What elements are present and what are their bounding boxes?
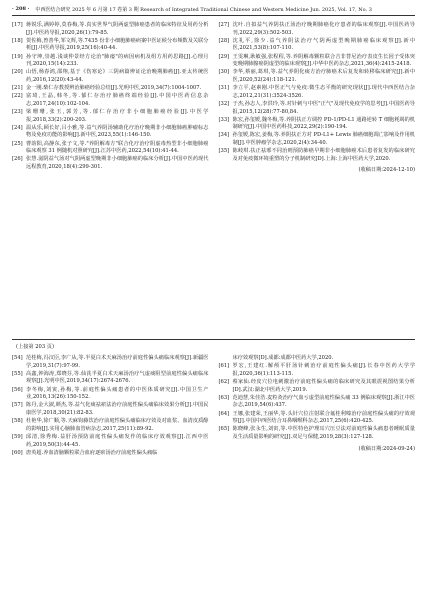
reference-text: 沈叶.自拟益气养阴扶正汤治疗晚期肺癌化疗患者的临床观察[J].中国医药导刊,2022,29(3):502-503. [232, 22, 415, 36]
reference-entry [12, 156, 209, 171]
reference-text: 王娜,张建荣,王丽华,等.头针穴位注射联合氟桂利嗪治疗前庭性偏头痛的疗效观察[J].中国中西医结合耳鼻咽喉科杂志,2017,25(6):420-425. [232, 410, 415, 425]
reference-text: 李立平,赵素刚.中医正气与免疫:微生态平衡的研究现状[J].现代中西医结合杂志,2012,21(31):3524-3526. [232, 85, 415, 99]
reference-entry [219, 38, 416, 53]
page-header [12, 4, 415, 14]
reference-entry [219, 148, 416, 163]
reference-entry [12, 141, 209, 156]
reference-text: 罗宏,王建红.解颅平肝汤针刺治疗前庭性偏头痛[J].长春中医药大学学报,2020,36(1):113-115. [232, 363, 415, 377]
reference-entry [12, 450, 209, 458]
top-references-section [12, 22, 415, 173]
reference-text: 孙守坤,崇越.浅谈仲景经方论治"肺痿"的病因病机及组方用药思路[J].心理月刊,2020,15(14):233. [26, 53, 209, 68]
reference-entry [12, 38, 209, 53]
reference-number: [28] [218, 37, 230, 44]
header-rule [12, 15, 415, 16]
reference-number: [20] [12, 69, 23, 76]
reference-entry [12, 125, 209, 140]
reference-number [219, 355, 233, 363]
reference-text: 蔡家仙.经皮穴位电刺激治疗前庭性偏头痛的临床研究及其眼震视图结果分析[D].武汉:湖北中医药大学,2019. [232, 378, 415, 393]
bottom-left-column [12, 355, 209, 458]
top-left-column [12, 22, 209, 173]
reference-entry [219, 395, 416, 410]
reference-number: [31] [218, 85, 230, 92]
reference-number: [59] [12, 433, 23, 440]
reference-text: 沈礼平,徐少.益气养阴法治疗气阴两虚型晚期肺癌临床观察[J].新中医,2021,53(8):107-110. [232, 37, 415, 52]
reference-text: 李华,蔡丽,葛琪,等.益气养阴化痰方治疗肺癌术后复发和转移临床研究[J].新中医,2020,52(24):118-121. [232, 69, 415, 83]
reference-entry [219, 54, 416, 69]
reference-number: [63] [218, 394, 230, 401]
reference-text: 富琦,王晶,韩冬,等.郁仁存治疗肺癌终端经验[J].中国中医药信息杂志,2017,24(10):102-104. [26, 93, 209, 107]
top-left-refs [12, 22, 209, 172]
reference-text: 曹韵阳,高静东,张子文,等."养阴解毒方"联合化疗治疗阴虚毒热型非小细胞肺癌临床观察 31 例随机对照研究[J].江苏中医药,2022,54(10):41-44. [26, 140, 209, 155]
reference-text: 邱清,徐秀梅.益肝汤预防前庭性偏头痛发作的临床疗效观察[J].江西中医药,2019,50(3):44-45. [26, 433, 209, 448]
reference-text: 李冬梅,刘寅,孙梅,等.前庭性偏头痛患者的中医体质研究[J].中国卫生产业,2016,13(26):150-152. [26, 386, 209, 401]
reference-number: [33] [218, 116, 230, 123]
reference-entry [219, 379, 416, 394]
reference-number: [55] [12, 370, 23, 377]
reference-number: [30] [218, 69, 230, 76]
bottom-right-column [219, 355, 416, 458]
reference-entry [219, 411, 416, 426]
reference-number: [58] [12, 418, 23, 425]
reference-text: 蒋锐乐,满婷婷,莫春梅,等.真实世界气阴两虚型肺癌患者的临床特征及用药分析[J].中医药导报,2020,26(1):79-85. [26, 22, 209, 36]
reference-entry [219, 426, 416, 441]
reference-entry [12, 85, 209, 93]
reference-text: 床疗效观察[D].成都:成都中医药大学,2020. [232, 355, 334, 361]
reference-number: [34] [218, 132, 230, 139]
bottom-right-refs [219, 355, 416, 442]
reference-number: [19] [12, 53, 23, 60]
reference-text: 高鑫,钟海涛,郑晓芬,等.仙芪半夏白术天麻汤治疗气虚痰阻型前庭性偏头痛临床观察[J].光明中医,2019,34(17):2674-2676. [26, 370, 209, 385]
reference-number: [21] [12, 85, 23, 92]
reference-text: 陈丹,金大淑,颜杰,等.益气化痰祛瘀法治疗前庭性偏头痛临床效果分析[J].中国民康医学,2018,30(21):82-83. [26, 402, 209, 416]
reference-text: 陈岐琪.扶正祛邪不同治则预防肺癌早期非小细胞肺癌术后患者复发的临床研究及对免疫微环境重塑的分子机制研究[D].上海:上海中医药大学,2020. [232, 148, 415, 162]
reference-entry [219, 355, 416, 363]
reference-number: [65] [218, 426, 230, 433]
section-divider [12, 339, 415, 340]
reference-number: [24] [12, 124, 23, 131]
page-number: · 208 · [12, 6, 30, 12]
reference-text: 孙玺媛,陈宏,姜梅,等.养阴扶正方对 PD-L1+ Lewis 肺癌细胞凋亡影响及作用机制[J].中医肿瘤学杂志,2020,2(4):34-40. [232, 132, 415, 147]
received-date: (收稿日期:2024-12-10) [358, 167, 415, 174]
reference-entry [12, 54, 209, 69]
reference-entry [219, 22, 416, 37]
reference-number: [22] [12, 93, 23, 100]
reference-text: 杜艳华,徐广顺,等.天麻钩藤饮治疗前庭性偏头痛临床疗效及对血浆、血清皮质醇的影响[J].实用心脑肺血管病杂志,2017,25(11):89-92. [26, 418, 209, 432]
reference-text: 于杰,孙志人,李洪玲,等.对针刺与中医"正气"及现代免疫学的思考[J].中国医药导报,2015,12(28):77-80,84. [232, 100, 415, 115]
reference-text: 梁珊珊,张玉,郭芳,等.郁仁存治疗非小细胞肺癌经验[J].中医学报,2018,33(2):200-203. [26, 109, 209, 123]
reference-number: [25] [12, 140, 23, 147]
reference-entry [219, 101, 416, 116]
reference-number: [18] [12, 37, 23, 44]
reference-entry [12, 434, 209, 449]
reference-text: 王雯琳,耿敏强,张程程,等.养阴解毒颗粒联合吉非替尼治疗表皮生长因子受体突变晚期肺腺癌阴虚型的临床观察[J].中华中医药杂志,2021,36(4):2415-2418. [232, 53, 415, 68]
reference-number: [26] [12, 156, 23, 163]
reference-text: 陈宏,孙玺媛,魏冬梅,等.养阴扶正方调控 PD-1/PD-L1 通路逆转 T 细胞耗竭的机制研究[J].中国中医药科技,2022,29(2):190-194. [232, 116, 415, 131]
reference-entry [12, 109, 209, 124]
reference-entry [12, 418, 209, 433]
reference-text: 唐英超.养血清脑颗粒联合血府逐瘀汤治疗前庭性偏头痛临 [26, 449, 158, 456]
reference-number: [64] [218, 410, 230, 417]
reference-number: [60] [12, 449, 23, 456]
bottom-references-section [12, 355, 415, 458]
reference-number: [57] [12, 402, 23, 409]
reference-entry [219, 132, 416, 147]
reference-entry [12, 22, 209, 37]
reference-entry [12, 371, 209, 386]
top-right-column [219, 22, 416, 173]
reference-number: [62] [218, 378, 230, 385]
reference-entry [12, 69, 209, 84]
reference-entry [219, 117, 416, 132]
journal-running-title: 中西医结合研究 2025 年 6 月第 17 卷第 3 期 Research of Integrated Traditional Chinese and Western Medicine Jun. 2025, Vol. 17, No. 3 [35, 6, 372, 13]
reference-number: [35] [218, 148, 230, 155]
reference-text: 张慧.滋阴益气汤对气阴两虚型晚期非小细胞肺癌的临床分析[J].中国中医药现代远程教育,2020,18(4):299-301. [26, 156, 209, 171]
top-right-refs [219, 22, 416, 163]
reference-text: 金一刚.柴仁存教授辨治肺癌经验总结[J].光明中医,2019,34(7):1004-1007. [26, 85, 202, 92]
reference-entry [219, 363, 416, 378]
reference-number: [29] [218, 53, 230, 60]
reference-entry [12, 402, 209, 417]
reference-number: [56] [12, 386, 23, 393]
received-date: (收稿日期:2024-09-24) [358, 445, 415, 452]
reference-text: 贺佐梅,曾善华,邹文辉,等.7435 份非小细胞肺癌病案中医证候分布频数及关联分析[J].中医药导报,2019,25(16):40-44. [26, 37, 209, 52]
reference-text: 山悟,杨春鸿,邵翔,基于《伤寒论》三阴病篇辨证论治晚期肺癌[J].亚太传统医药,2016,12(20):43-44. [26, 69, 209, 83]
reference-number: [23] [12, 109, 23, 116]
reference-text: 范桂梅,冯汉臣,李广从,等.半夏白术天麻汤治疗前庭性偏头痛临床观察[J].新疆医学,2019,31(7):97-99. [26, 355, 209, 369]
bottom-left-refs [12, 355, 209, 457]
reference-entry [12, 355, 209, 370]
reference-entry [12, 387, 209, 402]
continued-from-note: (上接第 203 页) [16, 344, 54, 350]
reference-text: 温从乐,顾长好,吕小雅,等.益气养阴汤辅助化疗治疗晚期非小细胞肺癌肿瘤标志物及免疫功能的影响[J].新中医,2023,55(1):146-150. [26, 124, 209, 139]
reference-text: 范迪慧,朱佳浩.麦粒灸治疗气血亏虚型前庭性偏头痛 33 例临床观察[J].浙江中医杂志,2019,54(6):437. [232, 394, 415, 409]
reference-entry [12, 93, 209, 108]
reference-number: [27] [218, 22, 230, 28]
reference-entry [219, 85, 416, 100]
reference-text: 陈晓峰,张永生,刘寅,等.中医特色护理耳穴压豆法对前庭性偏头痛患者睡眠质量及生活质量影响的研究[J].双足与保健,2019,28(3):127-128. [232, 426, 415, 440]
reference-number: [32] [218, 100, 230, 107]
reference-number: [61] [218, 363, 230, 370]
reference-entry [219, 69, 416, 84]
reference-number: [54] [12, 355, 23, 361]
reference-number: [17] [12, 22, 23, 28]
